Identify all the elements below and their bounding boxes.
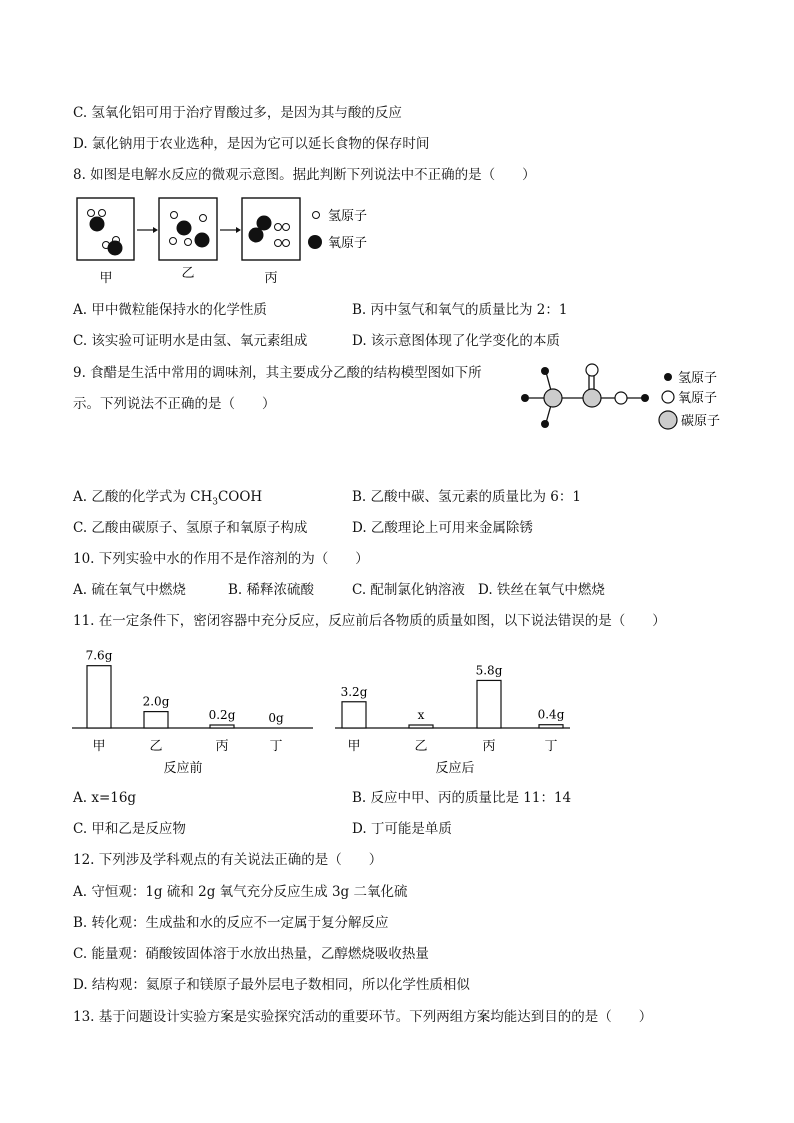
box-label-jia: 甲	[99, 271, 113, 286]
bar-0	[87, 666, 111, 728]
q9-option-b: B. 乙酸中碳、氢元素的质量比为 6：1	[352, 489, 581, 505]
q8-option-b: B. 丙中氢气和氧气的质量比为 2：1	[352, 302, 568, 318]
category-label-0: 甲	[347, 739, 361, 754]
bar-value-label-2: 5.8g	[475, 663, 503, 678]
bar-value-label-3: 0.4g	[537, 707, 565, 722]
legend-hydrogen-icon	[313, 212, 320, 219]
legend-o-icon	[662, 391, 674, 403]
bar-value-label-1: x	[417, 708, 425, 722]
q12-option-a: A. 守恒观：1g 硫和 2g 氧气充分反应生成 3g 二氧化硫	[73, 884, 408, 900]
q10-option-d: D. 铁丝在氧气中燃烧	[478, 582, 605, 598]
q9-option-a: A. 乙酸的化学式为 $CH_3COOH$	[73, 489, 263, 508]
q11-option-a: A. x=16g	[73, 790, 137, 806]
bar-value-label-2: 0.2g	[208, 708, 236, 722]
category-label-1: 乙	[149, 739, 163, 754]
q9-stem-line1: 9. 食醋是生活中常用的调味剂，其主要成分乙酸的结构模型图如下所	[73, 365, 482, 381]
category-label-3: 丁	[269, 739, 283, 754]
q7-option-c: C. 氢氧化铝可用于治疗胃酸过多，是因为其与酸的反应	[73, 105, 402, 121]
q7-option-d: D. 氯化钠用于农业选种，是因为它可以延长食物的保存时间	[73, 136, 430, 152]
bar-3	[539, 725, 563, 728]
bar-value-label-0: 3.2g	[340, 684, 368, 699]
q9-option-d: D. 乙酸理论上可用来金属除锈	[352, 520, 533, 536]
legend-o-label: 氧原子	[678, 391, 718, 406]
box-bing	[242, 198, 300, 260]
bar-0	[342, 702, 366, 728]
bar-value-label-3: 0g	[268, 711, 284, 725]
legend-oxygen-icon	[308, 235, 322, 249]
box-label-bing: 丙	[264, 271, 278, 286]
box-label-yi: 乙	[181, 266, 195, 281]
category-label-2: 丙	[215, 739, 229, 754]
legend-h-icon	[664, 373, 672, 381]
q12-option-c: C. 能量观：硝酸铵固体溶于水放出热量，乙醇燃烧吸收热量	[73, 946, 429, 962]
electrolysis-diagram	[70, 193, 390, 289]
bar-2	[210, 725, 234, 728]
legend-c-label: 碳原子	[681, 414, 721, 429]
q12-option-d: D. 结构观：氦原子和镁原子最外层电子数相同，所以化学性质相似	[73, 977, 470, 993]
q8-option-c: C. 该实验可证明水是由氢、氧元素组成	[73, 333, 308, 349]
q11-stem: 11. 在一定条件下，密闭容器中充分反应，反应前后各物质的质量如图，以下说法错误的是（ ）	[73, 613, 666, 629]
q10-stem: 10. 下列实验中水的作用不是作溶剂的为（ ）	[73, 551, 369, 567]
q8-option-d: D. 该示意图体现了化学变化的本质	[352, 333, 560, 349]
legend-h-label: 氢原子	[678, 371, 718, 386]
q9-option-c: C. 乙酸由碳原子、氢原子和氧原子构成	[73, 520, 308, 536]
q12-option-b: B. 转化观：生成盐和水的反应不一定属于复分解反应	[73, 915, 389, 931]
acetic-acid-model	[515, 360, 755, 435]
q12-stem: 12. 下列涉及学科观点的有关说法正确的是（ ）	[73, 852, 383, 868]
q11-option-c: C. 甲和乙是反应物	[73, 821, 186, 837]
bar-1	[144, 712, 168, 728]
q8-stem: 8. 如图是电解水反应的微观示意图。据此判断下列说法中不正确的是（ ）	[73, 167, 536, 183]
chart-caption: 反应前	[163, 761, 203, 776]
q10-option-b: B. 稀释浓硫酸	[228, 582, 315, 598]
q8-option-a: A. 甲中微粒能保持水的化学性质	[73, 302, 267, 318]
q9-stem-line2: 示。下列说法不正确的是（ ）	[73, 396, 276, 412]
q10-option-a: A. 硫在氧气中燃烧	[73, 582, 186, 598]
box-jia	[77, 198, 134, 260]
chart-after-reaction	[330, 640, 575, 780]
q10-option-c: C. 配制氯化钠溶液	[352, 582, 465, 598]
category-label-3: 丁	[544, 739, 558, 754]
category-label-1: 乙	[414, 739, 428, 754]
chart-caption: 反应后	[435, 761, 475, 776]
q13-stem: 13. 基于问题设计实验方案是实验探究活动的重要环节。下列两组方案均能达到目的的是（ ）	[73, 1009, 653, 1025]
q11-option-b: B. 反应中甲、丙的质量比是 11：14	[352, 790, 572, 806]
chart-before-reaction	[70, 640, 315, 780]
bar-2	[477, 680, 501, 728]
legend-oxygen-label: 氧原子	[328, 236, 368, 251]
category-label-0: 甲	[92, 739, 106, 754]
bar-value-label-0: 7.6g	[85, 648, 113, 663]
legend-hydrogen-label: 氢原子	[328, 209, 368, 224]
bar-1	[409, 725, 433, 728]
bar-value-label-1: 2.0g	[142, 694, 170, 709]
legend-c-icon	[659, 411, 677, 429]
category-label-2: 丙	[482, 739, 496, 754]
q11-option-d: D. 丁可能是单质	[352, 821, 452, 837]
